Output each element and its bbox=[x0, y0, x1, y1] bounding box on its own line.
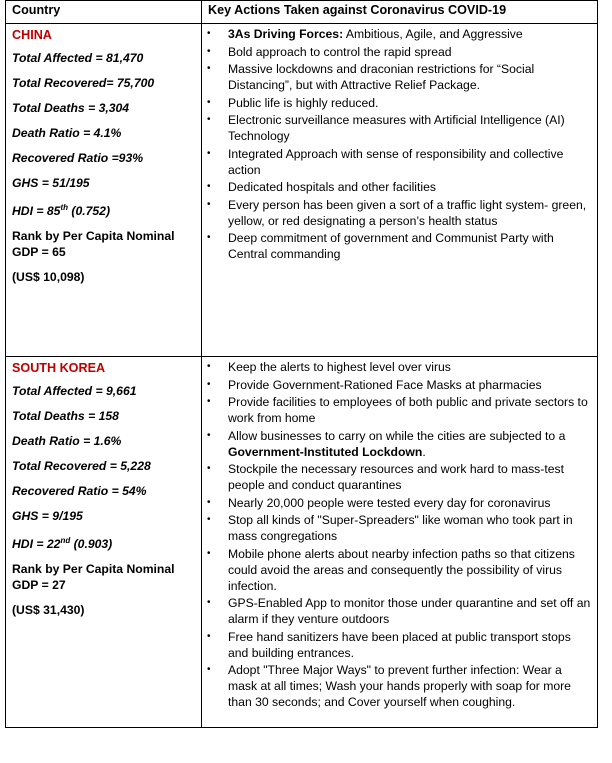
list-item: • Deep commitment of government and Communist Party with Central commanding bbox=[207, 231, 554, 261]
list-item: • Free hand sanitizers have been placed at public transport stops and building entrances. bbox=[207, 629, 571, 660]
actions-cell-china bbox=[202, 24, 598, 357]
list-item: • Stop all kinds of "Super-Spreaders" like woman who took part in mass congregations bbox=[207, 513, 573, 543]
list-item: • GPS-Enabled App to monitor those under quarantine and set off an alarm if they venture outdoors bbox=[207, 596, 591, 626]
stat-total-deaths: Total Deaths = 3,304 bbox=[12, 101, 130, 115]
stat-hdi: HDI = 22nd (0.903) bbox=[12, 536, 113, 552]
stat-ghs: GHS = 51/195 bbox=[12, 176, 90, 190]
stat-total-recovered: Total Recovered = 5,228 bbox=[12, 459, 151, 473]
country-cell-south-korea bbox=[6, 357, 202, 728]
country-name: CHINA bbox=[12, 28, 52, 42]
list-item: • 3As Driving Forces: Ambitious, Agile, and Aggressive bbox=[207, 27, 523, 41]
list-item: • Provide Government-Rationed Face Masks at pharmacies bbox=[207, 377, 542, 392]
covid-actions-table bbox=[5, 0, 598, 728]
country-cell-china bbox=[6, 24, 202, 357]
stat-recovered-ratio: Recovered Ratio = 54% bbox=[12, 484, 147, 498]
table-row-china bbox=[6, 24, 598, 357]
list-item: • Provide facilities to employees of both public and private sectors to work from home bbox=[207, 395, 588, 425]
actions-list-south-korea bbox=[202, 359, 595, 710]
stat-gdp-value: (US$ 31,430) bbox=[12, 603, 85, 618]
list-item: • Public life is highly reduced. bbox=[207, 95, 379, 110]
country-name: SOUTH KOREA bbox=[12, 361, 106, 375]
stat-recovered-ratio: Recovered Ratio =93% bbox=[12, 151, 144, 165]
list-item: • Nearly 20,000 people were tested every day for coronavirus bbox=[207, 495, 551, 510]
stat-death-ratio: Death Ratio = 1.6% bbox=[12, 434, 122, 448]
list-item: • Allow businesses to carry on while the cities are subjected to a Government-Instituted Lockdown. bbox=[207, 428, 566, 459]
header-key-actions: Key Actions Taken against Coronavirus COVID-19 bbox=[202, 1, 598, 24]
list-item: • Keep the alerts to highest level over virus bbox=[207, 360, 451, 374]
stat-gdp-rank: Rank by Per Capita Nominal GDP = 27 bbox=[12, 562, 175, 593]
stat-ghs: GHS = 9/195 bbox=[12, 509, 83, 523]
actions-cell-south-korea bbox=[202, 357, 598, 728]
list-item: • Stockpile the necessary resources and work hard to mass-test people and conduct quarantines bbox=[207, 462, 564, 492]
stat-total-recovered: Total Recovered= 75,700 bbox=[12, 76, 155, 90]
stat-gdp-rank: Rank by Per Capita Nominal GDP = 65 bbox=[12, 229, 175, 260]
actions-list-china bbox=[202, 26, 595, 262]
list-item: • Electronic surveillance measures with Artificial Intelligence (AI) Technology bbox=[207, 113, 565, 143]
list-item: • Bold approach to control the rapid spread bbox=[207, 44, 452, 59]
stat-total-affected: Total Affected = 9,661 bbox=[12, 384, 137, 398]
list-item: • Massive lockdowns and draconian restrictions for “Social Distancing”, but with Attractive Relief Package. bbox=[207, 62, 535, 92]
list-item: • Mobile phone alerts about nearby infection paths so that citizens could avoid the areas and consequently the possibility of virus infection. bbox=[207, 546, 575, 593]
stat-total-affected: Total Affected = 81,470 bbox=[12, 51, 144, 65]
stat-hdi: HDI = 85th (0.752) bbox=[12, 203, 111, 219]
stat-gdp-value: (US$ 10,098) bbox=[12, 270, 85, 285]
header-country: Country bbox=[6, 1, 202, 24]
list-item: • Adopt "Three Major Ways" to prevent further infection: Wear a mask at all times; Wash your hands properly with soap for more than 30 seconds; and Cover yourself when coughing. bbox=[207, 663, 571, 709]
list-item: • Dedicated hospitals and other facilities bbox=[207, 180, 436, 194]
list-item: • Integrated Approach with sense of responsibility and collective action bbox=[207, 146, 564, 177]
stat-death-ratio: Death Ratio = 4.1% bbox=[12, 126, 122, 140]
stat-total-deaths: Total Deaths = 158 bbox=[12, 409, 119, 423]
list-item: • Every person has been given a sort of a traffic light system- green, yellow, or red designating a person’s health status bbox=[207, 197, 587, 228]
table-row-south-korea bbox=[6, 357, 598, 728]
table-header-row bbox=[6, 1, 598, 24]
